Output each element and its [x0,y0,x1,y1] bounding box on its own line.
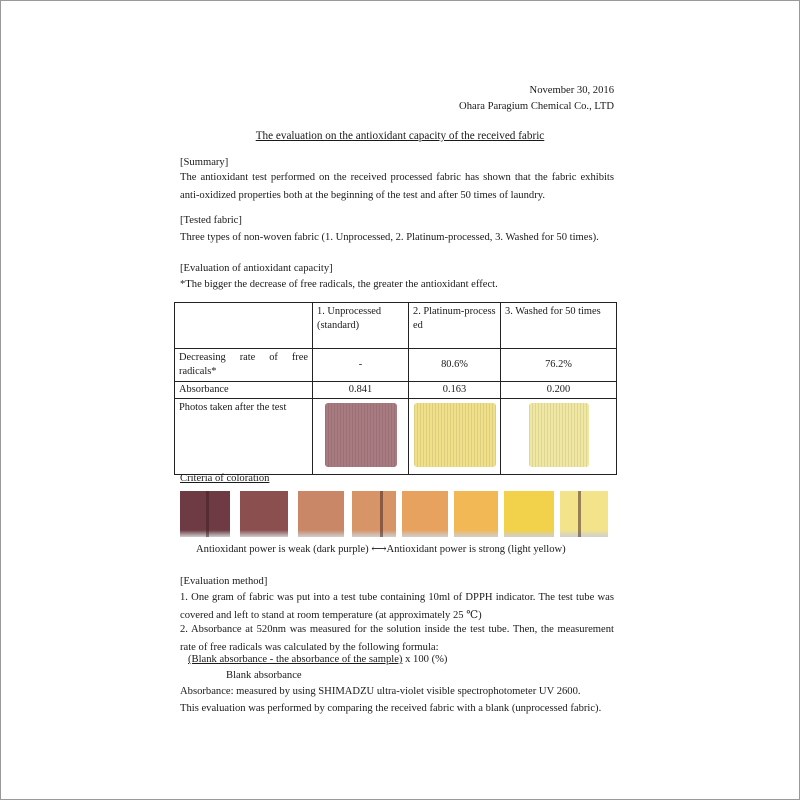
sample-photo-washed [529,403,589,467]
row-label: Photos taken after the test [175,399,313,475]
photo-cell [313,399,409,475]
formula-numerator: (Blank absorbance - the absorbance of the sample) [188,654,403,665]
comparison-note: This evaluation was performed by comparing the received fabric with a blank (unprocessed fabric). [180,703,602,714]
sample-photo-platinum [414,403,496,467]
formula-suffix: x 100 (%) [402,654,448,665]
row-label: Absorbance [175,382,313,399]
sample-photo-unprocessed [325,403,397,467]
criteria-heading: Criteria of coloration [180,473,270,484]
table-cell: 76.2% [501,349,617,382]
method-step-2: 2. Absorbance at 520nm was measured for the solution inside the test tube. Then, the measurement rate of free radicals was calculated by the following formula: [180,624,614,653]
table-row [175,399,617,475]
absorbance-note: Absorbance: measured by using SHIMADZU ultra-violet visible spectrophotometer UV 2600. [180,686,581,697]
tested-fabric-heading: [Tested fabric] [180,215,242,226]
color-swatch-5 [402,491,448,537]
table-cell: 0.200 [501,382,617,399]
row-label: Decreasing rate of free radicals* [175,349,313,382]
table-header-cell: 1. Unprocessed (standard) [313,303,409,349]
results-table [174,302,617,475]
evaluation-note: *The bigger the decrease of free radicals, the greater the antioxidant effect. [180,279,498,290]
color-swatch-7 [504,491,554,537]
tube-divider [578,491,581,537]
color-swatch-4 [352,491,396,537]
color-swatch-1 [180,491,230,537]
table-header-cell: 3. Washed for 50 times [501,303,617,349]
color-swatch-6 [454,491,498,537]
table-row [175,382,617,399]
formula-line [188,652,447,668]
company-name: Ohara Paragium Chemical Co., LTD [459,101,614,112]
color-swatch-8 [560,491,608,537]
formula-denominator: Blank absorbance [226,670,302,681]
method-heading: [Evaluation method] [180,576,268,587]
table-row [175,349,617,382]
table-cell: 0.841 [313,382,409,399]
color-swatch-3 [298,491,344,537]
coloration-caption: Antioxidant power is weak (dark purple) ⟷Antioxidant power is strong (light yellow) [196,544,566,555]
photo-cell [409,399,501,475]
tube-divider [380,491,383,537]
evaluation-heading: [Evaluation of antioxidant capacity] [180,263,333,274]
tube-divider [206,491,209,537]
table-cell: 0.163 [409,382,501,399]
photo-cell [501,399,617,475]
method-step-1: 1. One gram of fabric was put into a test tube containing 10ml of DPPH indicator. The test tube was covered and left to stand at room temperature (at approximately 25 ℃) [180,592,614,621]
report-date: November 30, 2016 [529,85,614,96]
table-header-row [175,303,617,349]
table-header-cell: 2. Platinum-processed [409,303,501,349]
summary-heading: [Summary] [180,157,229,168]
table-cell: - [313,349,409,382]
summary-text: The antioxidant test performed on the received processed fabric has shown that the fabric exhibits anti-oxidized properties both at the beginning of the test and after 50 times of laundry. [180,172,614,201]
color-swatch-2 [240,491,288,537]
document-title: The evaluation on the antioxidant capacity of the received fabric [255,130,545,142]
table-header-cell [175,303,313,349]
table-cell: 80.6% [409,349,501,382]
tested-fabric-text: Three types of non-woven fabric (1. Unprocessed, 2. Platinum-processed, 3. Washed for 50 times). [180,232,599,243]
